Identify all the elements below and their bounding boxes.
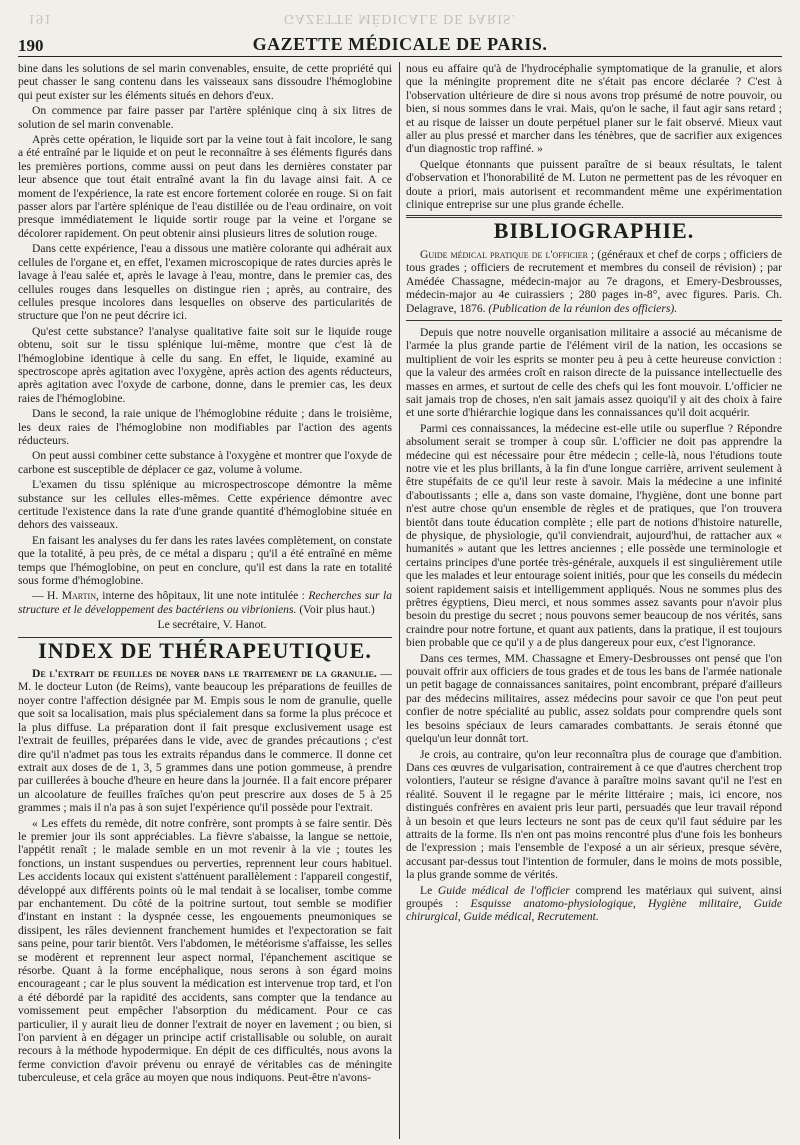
paragraph: bine dans les solutions de sel marin convenables, ensuite, de cette propriété qui peut chasser le sang contenu dans les vaisseaux sans dissoudre l'hémoglobine qui peut exister sur les éléments situés en dehors d'eux. bbox=[18, 62, 392, 102]
bleed-through-header bbox=[18, 6, 782, 26]
paragraph: L'examen du tissu splénique au microspectroscope démontre la même substance sur les cellules elles-mêmes. Cette expérience démontre avec certitude l'existence dans la rate d'une grande quantité d'hémoglobine située en dehors des vaisseaux. bbox=[18, 478, 392, 532]
paragraph: Après cette opération, le liquide sort par la veine tout à fait incolore, le sang a été entraîné par le liquide et on peut le reconnaître à ses éléments figurés dans les premières portions, comme aussi on peut dans les dernières constater par leur absence que tout était entraîné avant la fin du lavage ainsi fait. A ce moment de l'expérience, la rate est encore fortement colorée en rouge. Si on fait passer alors par l'artère splénique de l'eau distillée ou de l'eau ordinaire, on voit presque immédiatement le liquide sortir rouge par la veine et l'organe se décolorer rapidement. On peut obtenir ainsi plusieurs litres de solution rouge. bbox=[18, 133, 392, 240]
column-rule bbox=[399, 62, 400, 1139]
paragraph bbox=[406, 884, 782, 924]
paragraph: Dans le second, la raie unique de l'hémoglobine réduite ; dans le troisième, les deux raies de l'hémoglobine non modifiables par l'action des agents réducteurs. bbox=[18, 407, 392, 447]
entry-body: — M. le docteur Luton (de Reims), vante beaucoup les préparations de feuilles de noyer contre l'affection désignée par M. Empis sous le nom de granulie, quelle que soit sa localisation, mais plus spécialement dans sa forme la plus précoce et la plus diffuse. La préparation dont il fait presque exclusivement usage est l'extrait de feuilles, préparées dans le vide, avec de grandes précautions ; c'est dire qu'il n'admet pas tous les extraits répandus dans le commerce. Il donne cet extrait aux doses de de 1, 3, 5 grammes dans une potion gommeuse, à prendre par cuillerées à bouche d'heure en heure dans la journée. Il a fait encore préparer un alcoolature de feuilles fraîches qu'on peut prescrire aux doses de 5 à 25 grammes ; mais il n'a pas à son sujet l'expérience qu'il possède pour l'extrait. bbox=[18, 667, 392, 815]
divider bbox=[406, 320, 782, 321]
paragraph: nous eu affaire qu'à de l'hydrocéphalie symptomatique de la granulie, et alors que la méningite proprement dite ne s'était pas encore déclarée ? C'est à l'observation ultérieure de dire si nous avons trop présumé de notre pouvoir, ou bien, si nous sommes dans le vrai. Mais, qu'on le sache, il faut agir sans retard ; et au risque de laisser un doute perpétuel planer sur le fait observé. Mieux vaut aller au plus pressé et marcher dans les ténèbres, que de sacrifier aux exigences d'un diagnostic trop raffiné. » bbox=[406, 62, 782, 156]
section-title-bibliography: BIBLIOGRAPHIE. bbox=[493, 218, 695, 244]
paragraph: Depuis que notre nouvelle organisation militaire a associé au mécanisme de l'armée la plus grande partie de l'élément viril de la nation, les occasions se multiplient de voir les esprits se monter peu à peu à cette heureuse conviction : que la valeur des armées croît en raison directe de la puissance intellectuelle des masses en armes, et surtout de celle des chefs qui les font mouvoir. L'officier ne sait jamais trop de choses, n'en sait jamais assez quoiqu'il y ait des choix à faire et une sorte d'hiérarchie logique dans les connaissances qu'il doit acquérir. bbox=[406, 325, 782, 420]
note-reference: (Voir plus haut.) bbox=[299, 602, 375, 616]
right-column bbox=[406, 62, 782, 1139]
book-note: (Publication de la réunion des officiers). bbox=[488, 301, 678, 315]
secretary-signature: Le secrétaire, V. Hanot. bbox=[157, 618, 267, 632]
book-title: Guide médical pratique de l'officier ; bbox=[420, 247, 595, 261]
note-paragraph bbox=[18, 589, 392, 616]
paragraph: Qu'est cette substance? l'analyse qualitative faite soit sur le liquide rouge obtenu, soit sur le tissu splénique lui-même, montre que c'est là de l'hémoglobine identique à celle du sang. En effet, le liquide, examiné au spectroscope après agitation avec l'oxygène, après action des agents réducteurs, après agitation avec l'oxyde de carbone, donne, dans le premier cas, les deux raies de l'hémoglobine. bbox=[18, 324, 392, 405]
contents-list: Esquisse anatomo-physiologique, Hygiène militaire, Guide chirurgical, Guide médical, Recrutement. bbox=[406, 896, 782, 924]
paragraph: Quelque étonnants que puissent paraître de si beaux résultats, le talent d'observation et l'honorabilité de M. Luton ne permettent pas de les révoquer en doute a priori, mais autorisent et recommandent même une expérimentation clinique entreprise sur une plus grande échelle. bbox=[406, 157, 782, 212]
book-details: (généraux et chef de corps ; officiers de tous grades ; officiers de recrutement et membres du conseil de révision) ; par Amédée Chassagne, médecin-major au 7e dragons, et Emery-Desbrousses, médecin-major au 4e cuirassiers ; 280 pages in-8°, avec figures. Paris. Ch. Delagrave, 1876. bbox=[406, 247, 782, 315]
paragraph: Parmi ces connaissances, la médecine est-elle utile ou superflue ? Répondre absolument serait se tromper à coup sûr. L'officier ne doit pas apprendre la médecine qui est nécessaire pour être médecin ; celle-là, nous l'étudions toute notre vie et les plus brillants, à la fin d'une longue carrière, arrivent seulement à être stupéfaits de ce qu'il leur reste à savoir. Mais la médecine a une infinité d'aboutissants ; elle a, dans son vaste domaine, l'hygiène, dont une bonne part n'est autre chose qu'un ensemble de règles et de pratiques, que l'on trouvera bientôt dans toute éducation complète ; elle part de notions d'histoire naturelle, de physique, de physiologie, qu'il conviendrait, aujourd'hui, de rattacher aux « humanités » autant que les lettres anciennes ; elle possède une terminologie et certains principes d'une portée très-générale, auxquels il est singulièrement utile que les malades et leur entourage soient initiés, pour que les conseils du médecin soient rapidement saisis et intelligemment appliqués. Nous ne sommes plus des prêtres égyptiens, Dieu merci, et nous sommes assez savants pour n'avoir plus besoin du prestige du secret ; nous pouvons semer beaucoup de nos vérités, sans craindre pour notre fortune, et quant aux patients, dans la pratique, il est toujours bien probable que ce qu'il y a de plus dangereux pour eux, c'est l'ignorance. bbox=[406, 421, 782, 650]
left-column bbox=[18, 62, 392, 1139]
paragraph: On peut aussi combiner cette substance à l'oxygène et montrer que l'oxyde de carbone est susceptible de déplacer ce gaz, volume à volume. bbox=[18, 449, 392, 476]
section-title-index: INDEX DE THÉRAPEUTIQUE. bbox=[38, 637, 372, 663]
paragraph: Dans ces termes, MM. Chassagne et Emery-Desbrousses ont pensé que l'on pouvait offrir aux officiers de tous grades et de tous les bans de l'armée nationale un petit bagage de connaissances sanitaires, point encombrant, préparé d'ailleurs par des médecins militaires, assez médecins pour savoir ce que l'on peut peut confier de notre spécialité au public, assez soldats pour comprendre quels sont les besoins spéciaux de leurs camarades combattants. Je serais étonné que quelqu'un leur donnât tort. bbox=[406, 651, 782, 746]
bleed-through-page-number: 191 bbox=[28, 11, 52, 26]
text: Le bbox=[420, 883, 433, 897]
author-name: — H. Martin, bbox=[32, 589, 99, 603]
journal-title: GAZETTE MÉDICALE DE PARIS. bbox=[252, 34, 548, 54]
running-header bbox=[18, 34, 782, 57]
text: comprend les matériaux qui suivent, ainsi groupés : bbox=[406, 883, 782, 910]
entry-heading: De l'extrait de feuilles de noyer dans le traitement de la granulie. bbox=[32, 667, 377, 681]
book-title-ref: Guide médical de l'officier bbox=[437, 883, 570, 897]
bibliography-entry bbox=[406, 248, 782, 315]
bleed-through-title: GAZETTE MÉDICALE DE PARIS. bbox=[283, 11, 517, 26]
paragraph: On commence par faire passer par l'artère splénique cinq à six litres de solution de sel marin convenable. bbox=[18, 104, 392, 131]
note-title: Recherches sur la structure et le développement des bactériens ou vibrioniens. bbox=[18, 589, 392, 616]
paragraph: En faisant les analyses du fer dans les rates lavées complètement, on constate que la totalité, à peu près, de ce métal a disparu ; qu'il a été entraîné en même temps que l'hémoglobine, on peut en conclure, qu'il est dans la rate en totalité sous forme d'hémoglobine. bbox=[18, 533, 392, 588]
paragraph: Je crois, au contraire, qu'on leur reconnaîtra plus de courage que d'ambition. Dans ces œuvres de vulgarisation, contrairement à ce que d'autres cherchent trop volontiers, l'auteur se résigne d'avance à paraître moins savant qu'il ne l'est en réalité. Souvent il le regagne par le mérite littéraire ; mais, ici encore, nos distingués confrères en avaient pris leur parti, persuadés que leur travail répond à un besoin et que leurs lecteurs ne sont pas de ceux qu'il faut séduire par les attraits de la forme. Ils n'en ont pas moins rencontré plus d'une fois les bonheurs de l'expression ; mais l'ensemble de l'exposé a un air sérieux, presque sévère, accusant par-dessus tout l'intention de formuler, dans le moins de mots possible, la plus grande somme de vérités. bbox=[406, 747, 782, 882]
page-number: 190 bbox=[18, 36, 44, 55]
paragraph: « Les effets du remède, dit notre confrère, sont prompts à se faire sentir. Dès le premier jour ils sont appréciables. La fièvre s'abaisse, la langue se nettoie, l'appétit renaît ; le malade semble en un mot revenir à la vie ; toutes les fonctions, un instant suspendues ou perverties, reprennent leur cours habituel. Les accidents locaux qui existent s'atténuent parallèlement : l'appareil congestif, développé aux différents points où le mal tendait à se localiser, tombe comme par enchantement. Du côté de la poitrine surtout, tout semble se modifier d'instant en instant : la dyspnée cesse, les engouements pneumoniques se dissipent, les râles deviennent franchement humides et l'expectoration se fait sans peine, pour tarir bientôt. Vers l'abdomen, le météorisme s'affaisse, les selles se modèrent et reprennent leur aspect normal, l'épanchement ascitique se résorbe. Quant à la forme encéphalique, nous serons à son égard moins encourageant ; car le plus souvent la médication est intervenue trop tard, et l'on a été débordé par la rapidité des accidents, sans compter que la tendance au vomissement peut empêcher l'absorption du médicament. Pour ce cas particulier, il y aurait lieu de donner l'extrait de noyer en lavement ; ou bien, si l'on parvient à en dégager un principe actif cristallisable ou soluble, on aurait recours à la méthode hypodermique. En dépit de ces difficultés, nous avons la ferme conviction d'avoir prévenu ou enrayé de véritables cas de méningite tuberculeuse, et cela grâce au moyen que nous indiquons. Peut-être n'avons- bbox=[18, 816, 392, 1085]
newspaper-page bbox=[18, 6, 782, 1139]
index-entry bbox=[18, 667, 392, 814]
note-text: interne des hôpitaux, lit une note intitulée : bbox=[102, 589, 305, 603]
paragraph: Dans cette expérience, l'eau a dissous une matière colorante qui adhérait aux cellules de l'organe et, en effet, l'examen microscopique de rates durcies après le lavage à l'eau salée et, après le lavage à l'eau, montre, dans le premier cas, des cellules rouges dans lesquelles on distingue rien ; après, au contraire, des cellules presque incolores dans lesquelles on observe des particularités de structure que l'on ne peut décrire ici. bbox=[18, 242, 392, 323]
